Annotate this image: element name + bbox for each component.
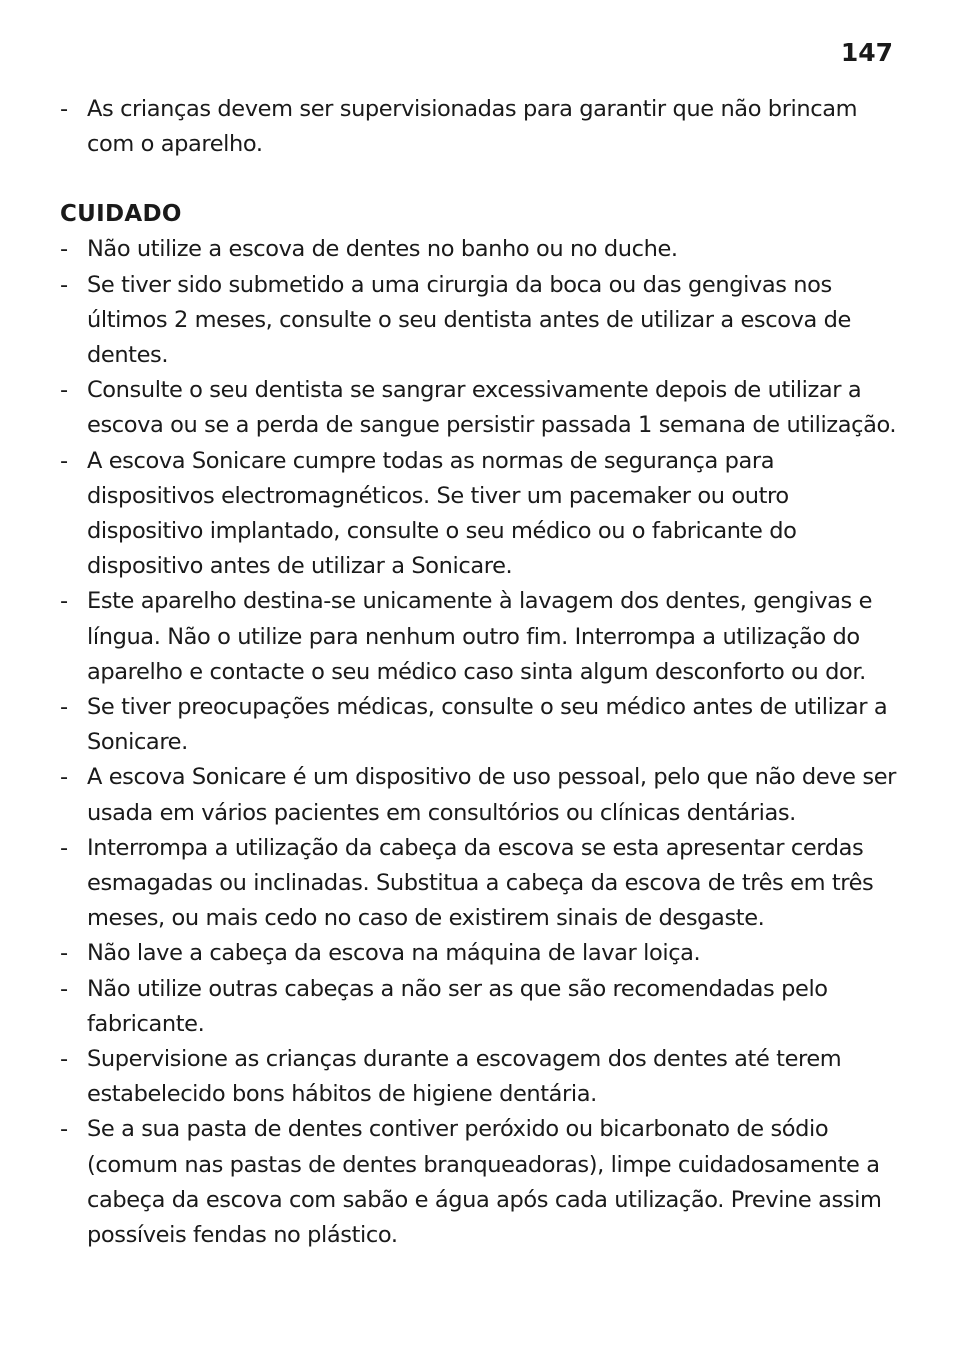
list-item-text: Se a sua pasta de dentes contiver peróxido ou bicarbonato de sódio (comum nas pastas de dentes branqueadoras), limpe cuidadosamente a cabeça da escova com sabão e água após cada utilização. Previne assim possíveis fendas no plástico. [87,1116,882,1249]
list-item [60,831,900,937]
list-item [60,690,900,760]
list-dash: - [60,96,68,122]
list-item [60,1042,900,1112]
list-item [60,584,900,690]
section-heading: CUIDADO [60,201,182,228]
list-dash: - [60,588,68,615]
list-item-text: Interrompa a utilização da cabeça da escova se esta apresentar cerdas esmagadas ou inclinadas. Substitua a cabeça da escova de três em três meses, ou mais cedo no caso de existirem sinais de desgaste. [87,834,874,932]
list-item-text: A escova Sonicare é um dispositivo de uso pessoal, pelo que não deve ser usada em vários pacientes em consultórios ou clínicas dentárias. [87,764,896,826]
list-item-text: Não utilize a escova de dentes no banho ou no duche. [87,236,678,263]
list-dash: - [60,975,68,1002]
list-item [60,1112,900,1253]
list-dash: - [60,236,68,263]
page-number: 147 [840,38,893,67]
list-dash: - [60,834,68,861]
list-item-text: Este aparelho destina-se unicamente à lavagem dos dentes, gengivas e língua. Não o utilize para nenhum outro fim. Interrompa a utilização do aparelho e contacte o seu médico caso sinta algum desconforto ou dor. [87,588,873,685]
page-content [60,92,900,1253]
list-item [60,268,900,374]
list-dash: - [60,377,68,404]
list-item-text: Se tiver sido submetido a uma cirurgia da boca ou das gengivas nos últimos 2 meses, consulte o seu dentista antes de utilizar a escova de dentes. [87,271,851,369]
list-item [60,373,900,443]
list-item [60,444,900,585]
list-item-text: A escova Sonicare cumpre todas as normas de segurança para dispositivos electromagnéticos. Se tiver um pacemaker ou outro dispositivo implantado, consulte o seu médico ou o fabricante do dispositivo antes de utilizar a Sonicare. [87,447,797,580]
list-item-text: Se tiver preocupações médicas, consulte o seu médico antes de utilizar a Sonicare. [87,694,888,756]
list-dash: - [60,764,68,791]
list-dash: - [60,1116,68,1143]
list-dash: - [60,447,68,474]
list-dash: - [60,694,68,721]
list-item [60,92,900,162]
list-item [60,936,900,971]
caution-list [60,232,900,1253]
list-item [60,972,900,1042]
list-item-text: Supervisione as crianças durante a escovagem dos dentes até terem estabelecido bons hábitos de higiene dentária. [87,1046,842,1108]
list-item-text: Não utilize outras cabeças a não ser as que são recomendadas pelo fabricante. [87,975,828,1037]
list-item [60,760,900,830]
list-dash: - [60,940,68,967]
list-dash: - [60,271,68,298]
list-item-text: Não lave a cabeça da escova na máquina de lavar loiça. [87,940,701,967]
list-dash: - [60,1046,68,1073]
list-item-text: Consulte o seu dentista se sangrar excessivamente depois de utilizar a escova ou se a perda de sangue persistir passada 1 semana de utilização. [87,377,897,439]
list-item [60,232,900,267]
list-item-text: As crianças devem ser supervisionadas para garantir que não brincam com o aparelho. [87,96,858,158]
